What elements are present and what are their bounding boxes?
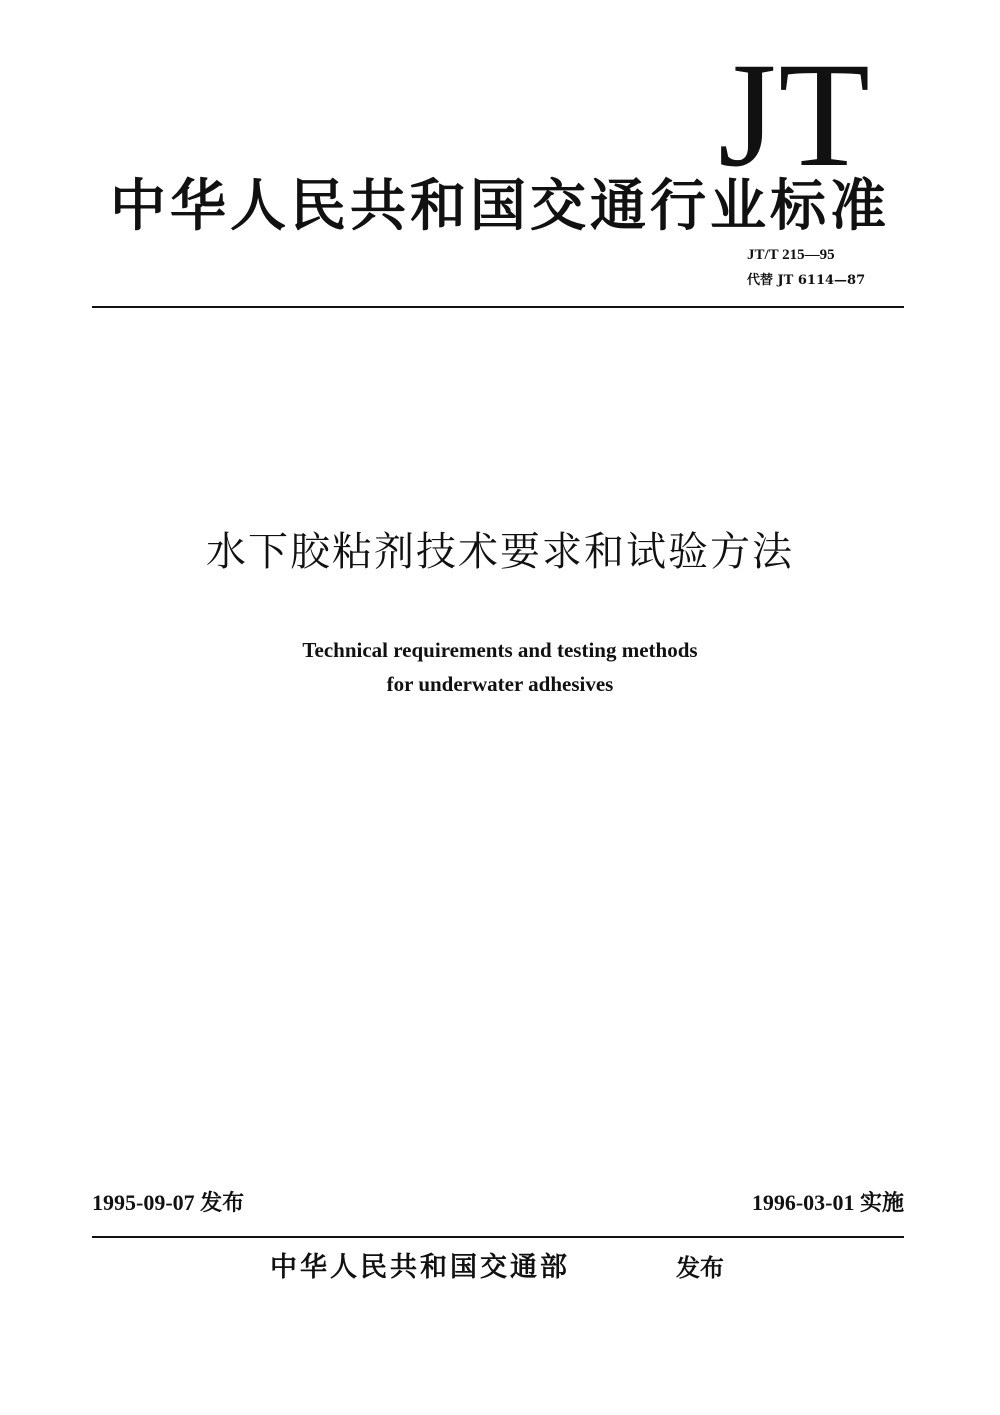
implementation-date: 1996-03-01 实施 [751, 1190, 904, 1215]
publisher-name: 中华人民共和国交通部 [270, 1252, 570, 1283]
bottom-divider [92, 1236, 904, 1238]
document-title-english-line-2: for underwater adhesives [386, 672, 614, 696]
standard-logo-mark: JT [718, 32, 872, 198]
document-title-chinese: 水下胶粘剂技术要求和试验方法 [206, 529, 794, 575]
standard-number: JT/T 215—95 [747, 247, 835, 263]
replaces-standard: 代替 JT 6114—87 [747, 273, 866, 288]
document-title-english [0, 633, 1000, 701]
standard-category-title: 中华人民共和国交通行业标准 [110, 173, 890, 239]
top-divider [92, 306, 904, 308]
document-title-english-line-1: Technical requirements and testing methods [302, 638, 698, 662]
publish-label: 发布 [676, 1253, 724, 1282]
issue-date: 1995-09-07 发布 [92, 1190, 245, 1215]
